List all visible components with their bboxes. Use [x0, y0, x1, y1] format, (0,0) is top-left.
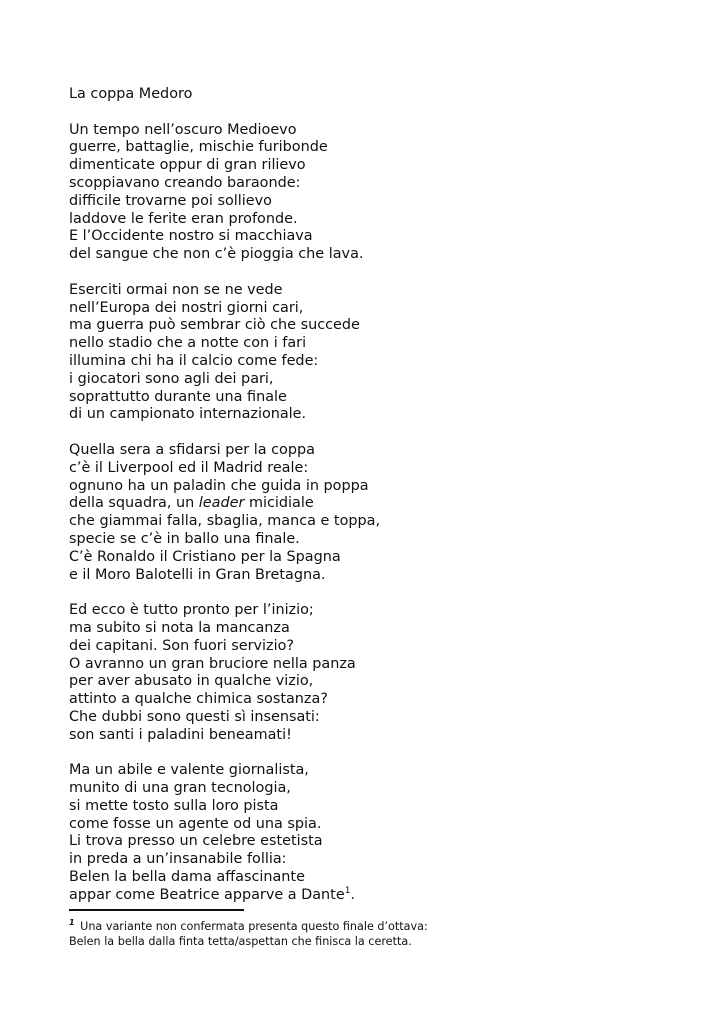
- poem-line: Belen la bella dama affascinante: [69, 869, 305, 886]
- poem-line: Che dubbi sono questi sì insensati:: [69, 708, 320, 725]
- poem-line: scoppiavano creando baraonde:: [69, 174, 301, 191]
- footnote-marker: 1: [69, 917, 75, 927]
- poem-line: specie se c’è in ballo una finale.: [69, 530, 300, 547]
- poem-line: di un campionato internazionale.: [69, 406, 307, 423]
- poem-line: ma subito si nota la mancanza: [69, 619, 290, 636]
- poem-line: Ma un abile e valente giornalista,: [69, 762, 309, 779]
- line-text: della squadra, un: [69, 495, 199, 512]
- poem-line: C’è Ronaldo il Cristiano per la Spagna: [69, 548, 341, 565]
- footnote-line: Belen la bella dalla finta tetta/aspettan che finisca la ceretta.: [69, 934, 412, 948]
- poem-line: munito di una gran tecnologia,: [69, 780, 291, 797]
- footnote-reference[interactable]: 1: [344, 886, 351, 897]
- poem-line: soprattutto durante una finale: [69, 388, 287, 405]
- poem-title: La coppa Medoro: [69, 86, 193, 102]
- italic-word: leader: [198, 495, 245, 512]
- line-text: appar come Beatrice apparve a Dante: [69, 886, 345, 903]
- stanza: [69, 122, 689, 264]
- poem-line: che giammai falla, sbaglia, manca e toppa,: [69, 513, 381, 530]
- poem-line: [69, 887, 689, 905]
- stanza: [69, 442, 689, 584]
- footnote-divider: [69, 909, 244, 911]
- poem-line: del sangue che non c’è pioggia che lava.: [69, 246, 364, 263]
- poem-line: c’è il Liverpool ed il Madrid reale:: [69, 459, 309, 476]
- poem-line: attinto a qualche chimica sostanza?: [69, 691, 328, 708]
- poem-line: illumina chi ha il calcio come fede:: [69, 352, 319, 369]
- poem-line: E l’Occidente nostro si macchiava: [69, 228, 313, 245]
- poem-line: ma guerra può sembrar ciò che succede: [69, 317, 360, 334]
- poem-line: dei capitani. Son fuori servizio?: [69, 637, 295, 654]
- poem-line: difficile trovarne poi sollievo: [69, 192, 272, 209]
- poem-line: O avranno un gran bruciore nella panza: [69, 655, 356, 672]
- poem-line: nell’Europa dei nostri giorni cari,: [69, 299, 304, 316]
- document-page: [69, 86, 689, 949]
- poem-line: per aver abusato in qualche vizio,: [69, 673, 314, 690]
- poem-line: Li trova presso un celebre estetista: [69, 833, 323, 850]
- poem-line: i giocatori sono agli dei pari,: [69, 370, 274, 387]
- poem-line: dimenticate oppur di gran rilievo: [69, 157, 306, 174]
- stanza: [69, 762, 689, 904]
- poem-line: ognuno ha un paladin che guida in poppa: [69, 477, 369, 494]
- poem-line: nello stadio che a notte con i fari: [69, 335, 307, 352]
- poem-line: e il Moro Balotelli in Gran Bretagna.: [69, 566, 326, 583]
- line-text: .: [350, 886, 355, 903]
- poem-line: Quella sera a sfidarsi per la coppa: [69, 441, 315, 458]
- poem-line: Ed ecco è tutto pronto per l’inizio;: [69, 602, 314, 619]
- poem-line: Un tempo nell’oscuro Medioevo: [69, 121, 297, 138]
- stanza: [69, 282, 689, 424]
- poem-line: [69, 495, 689, 513]
- line-text: micidiale: [244, 495, 314, 512]
- poem-line: in preda a un’insanabile follia:: [69, 851, 287, 868]
- stanza: [69, 602, 689, 744]
- poem-line: laddove le ferite eran profonde.: [69, 210, 298, 227]
- poem-line: son santi i paladini beneamati!: [69, 726, 292, 743]
- footnote-text: Una variante non confermata presenta questo finale d’ottava:: [80, 919, 428, 933]
- poem-line: come fosse un agente od una spia.: [69, 815, 322, 832]
- poem-line: Eserciti ormai non se ne vede: [69, 281, 283, 298]
- footnote: [69, 919, 689, 949]
- poem-line: si mette tosto sulla loro pista: [69, 797, 279, 814]
- poem-line: guerre, battaglie, mischie furibonde: [69, 139, 328, 156]
- footnote-line: [69, 919, 689, 934]
